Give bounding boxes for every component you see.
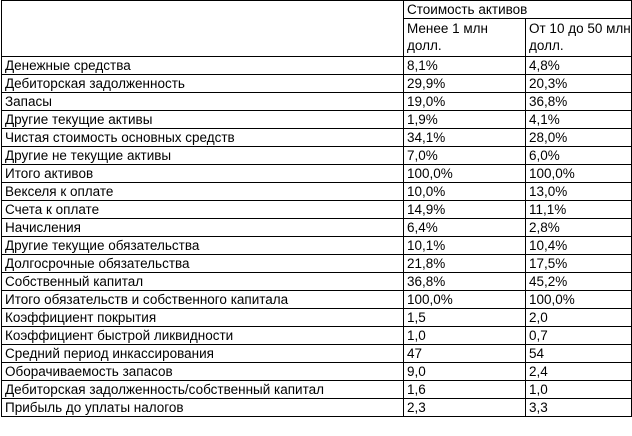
row-value-small: 14,9% (404, 201, 526, 219)
table-row (2, 345, 632, 363)
table-row (2, 75, 632, 93)
row-value-small: 2,3 (404, 399, 526, 417)
header-blank-cell (2, 19, 404, 57)
row-label: Дебиторская задолженность (2, 75, 404, 93)
row-value-small: 9,0 (404, 363, 526, 381)
header-group-title: Стоимость активов (404, 1, 632, 19)
table-row (2, 165, 632, 183)
row-value-medium: 36,8% (526, 93, 632, 111)
row-value-small: 34,1% (404, 129, 526, 147)
table-row (2, 399, 632, 417)
row-value-small: 19,0% (404, 93, 526, 111)
table-row (2, 201, 632, 219)
row-value-small: 1,5 (404, 309, 526, 327)
row-value-medium: 3,3 (526, 399, 632, 417)
table-row (2, 327, 632, 345)
row-label: Другие текущие обязательства (2, 237, 404, 255)
row-value-medium: 2,4 (526, 363, 632, 381)
table-row (2, 219, 632, 237)
row-value-medium: 0,7 (526, 327, 632, 345)
row-label: Итого активов (2, 165, 404, 183)
row-label: Чистая стоимость основных средств (2, 129, 404, 147)
table-row (2, 183, 632, 201)
financial-ratios-table (1, 0, 632, 417)
row-label: Итого обязательств и собственного капитала (2, 291, 404, 309)
row-label: Запасы (2, 93, 404, 111)
row-value-medium: 6,0% (526, 147, 632, 165)
row-label: Счета к оплате (2, 201, 404, 219)
row-value-medium: 20,3% (526, 75, 632, 93)
table-row (2, 255, 632, 273)
row-value-small: 29,9% (404, 75, 526, 93)
row-value-medium: 13,0% (526, 183, 632, 201)
table-row (2, 93, 632, 111)
table-row (2, 57, 632, 75)
row-value-medium: 1,0 (526, 381, 632, 399)
row-label: Векселя к оплате (2, 183, 404, 201)
row-label: Оборачиваемость запасов (2, 363, 404, 381)
row-value-small: 100,0% (404, 291, 526, 309)
row-value-medium: 100,0% (526, 291, 632, 309)
table-row (2, 147, 632, 165)
row-value-small: 1,9% (404, 111, 526, 129)
row-value-medium: 100,0% (526, 165, 632, 183)
row-label: Собственный капитал (2, 273, 404, 291)
row-value-medium: 2,8% (526, 219, 632, 237)
row-value-medium: 54 (526, 345, 632, 363)
row-value-small: 10,1% (404, 237, 526, 255)
row-value-small: 47 (404, 345, 526, 363)
row-value-small: 6,4% (404, 219, 526, 237)
header-blank-cell (2, 1, 404, 19)
row-value-small: 21,8% (404, 255, 526, 273)
row-value-small: 36,8% (404, 273, 526, 291)
table-body (2, 57, 632, 417)
table-row (2, 291, 632, 309)
row-value-medium: 45,2% (526, 273, 632, 291)
table-row (2, 381, 632, 399)
row-label: Другие текущие активы (2, 111, 404, 129)
header-col-medium: От 10 до 50 млн долл. (526, 19, 632, 57)
row-label: Начисления (2, 219, 404, 237)
row-value-medium: 2,0 (526, 309, 632, 327)
row-value-small: 8,1% (404, 57, 526, 75)
row-value-medium: 28,0% (526, 129, 632, 147)
table-row (2, 363, 632, 381)
row-value-medium: 4,1% (526, 111, 632, 129)
row-value-small: 1,0 (404, 327, 526, 345)
row-label: Средний период инкассирования (2, 345, 404, 363)
table-row (2, 129, 632, 147)
row-label: Долгосрочные обязательства (2, 255, 404, 273)
row-value-medium: 10,4% (526, 237, 632, 255)
header-col-small: Менее 1 млн долл. (404, 19, 526, 57)
row-value-medium: 17,5% (526, 255, 632, 273)
row-label: Коэффициент быстрой ликвидности (2, 327, 404, 345)
row-value-medium: 11,1% (526, 201, 632, 219)
table-row (2, 309, 632, 327)
row-value-small: 100,0% (404, 165, 526, 183)
header-row-group (2, 1, 632, 19)
row-label: Коэффициент покрытия (2, 309, 404, 327)
table-row (2, 111, 632, 129)
row-label: Денежные средства (2, 57, 404, 75)
table-row (2, 273, 632, 291)
row-value-medium: 4,8% (526, 57, 632, 75)
row-value-small: 10,0% (404, 183, 526, 201)
row-label: Другие не текущие активы (2, 147, 404, 165)
row-label: Прибыль до уплаты налогов (2, 399, 404, 417)
header-row-sub (2, 19, 632, 57)
row-value-small: 7,0% (404, 147, 526, 165)
table-row (2, 237, 632, 255)
row-label: Дебиторская задолженность/собственный капитал (2, 381, 404, 399)
row-value-small: 1,6 (404, 381, 526, 399)
